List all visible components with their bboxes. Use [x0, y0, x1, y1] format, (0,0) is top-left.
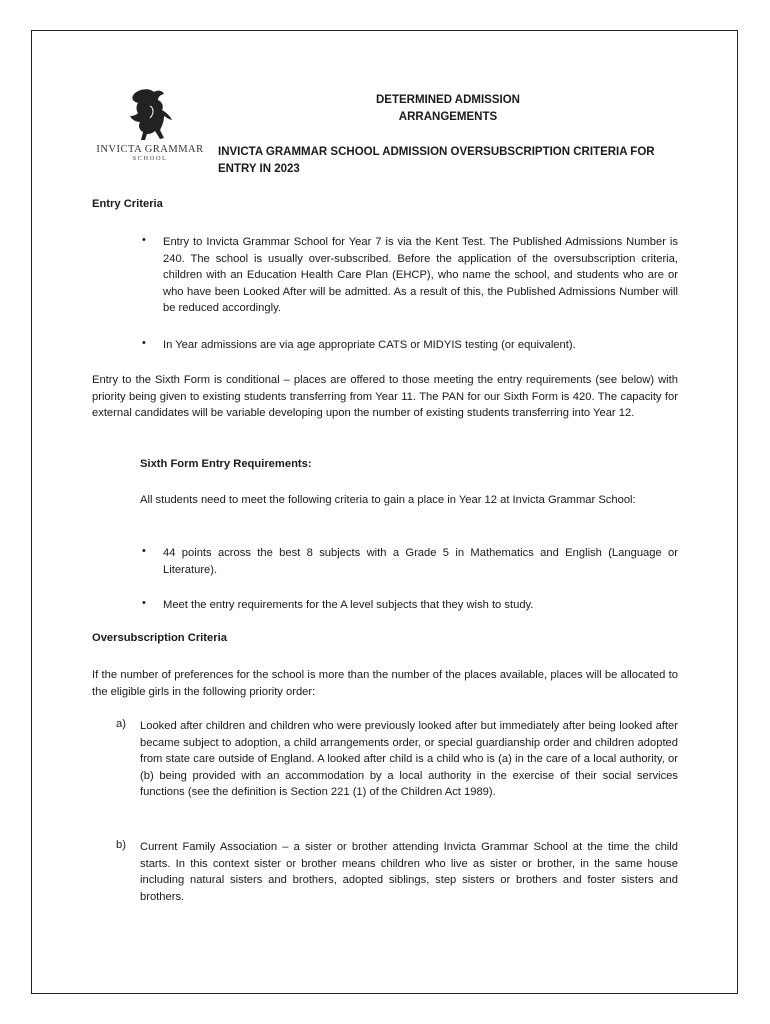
horse-rampant-icon — [120, 86, 180, 142]
document-title: INVICTA GRAMMAR SCHOOL ADMISSION OVERSUBSCRIPTION CRITERIA FOR ENTRY IN 2023 — [218, 146, 655, 175]
criterion-a: Looked after children and children who were previously looked after but immediately after being looked after became subject to adoption, a child arrangements order, or special guardianship order and children adopted from state care outside of England. A looked after child is a child who is (a) in the care of a local authority, or (b) being provided with an accommodation by a local authority in the exercise of their social services functions (see the definition is Section 221 (1) of the Children Act 1989). — [140, 720, 678, 799]
oversubscription-intro: If the number of preferences for the school is more than the number of the places available, places will be allocated to the eligible girls in the following priority order: — [92, 669, 678, 698]
school-logo — [88, 86, 212, 176]
entry-criteria-heading: Entry Criteria — [92, 198, 163, 210]
sixth-form-bullet-2: Meet the entry requirements for the A level subjects that they wish to study. — [163, 599, 534, 611]
logo-name: INVICTA GRAMMAR — [96, 144, 204, 155]
sixth-form-heading: Sixth Form Entry Requirements: — [140, 458, 312, 470]
bullet-icon: • — [142, 545, 146, 557]
bullet-icon: • — [142, 597, 146, 609]
sixth-form-paragraph: Entry to the Sixth Form is conditional – places are offered to those meeting the entry requirements (see below) with priority being given to existing students transferring from Year 11. The PAN for our Sixth Form is 420. The capacity for external candidates will be variable developing upon the number of existing students transferring into Year 12. — [92, 374, 678, 420]
list-marker: b) — [116, 839, 126, 851]
logo-sub: SCHOOL — [132, 155, 168, 162]
bullet-icon: • — [142, 337, 146, 349]
oversubscription-heading: Oversubscription Criteria — [92, 632, 227, 644]
sixth-form-intro: All students need to meet the following criteria to gain a place in Year 12 at Invicta Grammar School: — [140, 494, 636, 506]
bullet-icon: • — [142, 234, 146, 246]
entry-bullet-2: In Year admissions are via age appropriate CATS or MIDYIS testing (or equivalent). — [163, 339, 576, 351]
determined-heading: DETERMINED ADMISSION ARRANGEMENTS — [376, 94, 520, 123]
list-marker: a) — [116, 718, 126, 730]
criterion-b: Current Family Association – a sister or brother attending Invicta Grammar School at the time the child starts. In this context sister or brother means children who live as sister or brother, in the same house including natural sisters and brothers, adopted siblings, step sisters or brothers and foster sisters and brothers. — [140, 841, 678, 903]
sixth-form-bullet-1: 44 points across the best 8 subjects with a Grade 5 in Mathematics and English (Language or Literature). — [163, 547, 678, 576]
entry-bullet-1: Entry to Invicta Grammar School for Year 7 is via the Kent Test. The Published Admissions Number is 240. The school is usually over-subscribed. Before the application of the oversubscription criteria, children with an Education Health Care Plan (EHCP), who name the school, and students who are or who have been Looked After will be admitted. As a result of this, the Published Admissions Number will be reduced accordingly. — [163, 236, 678, 315]
